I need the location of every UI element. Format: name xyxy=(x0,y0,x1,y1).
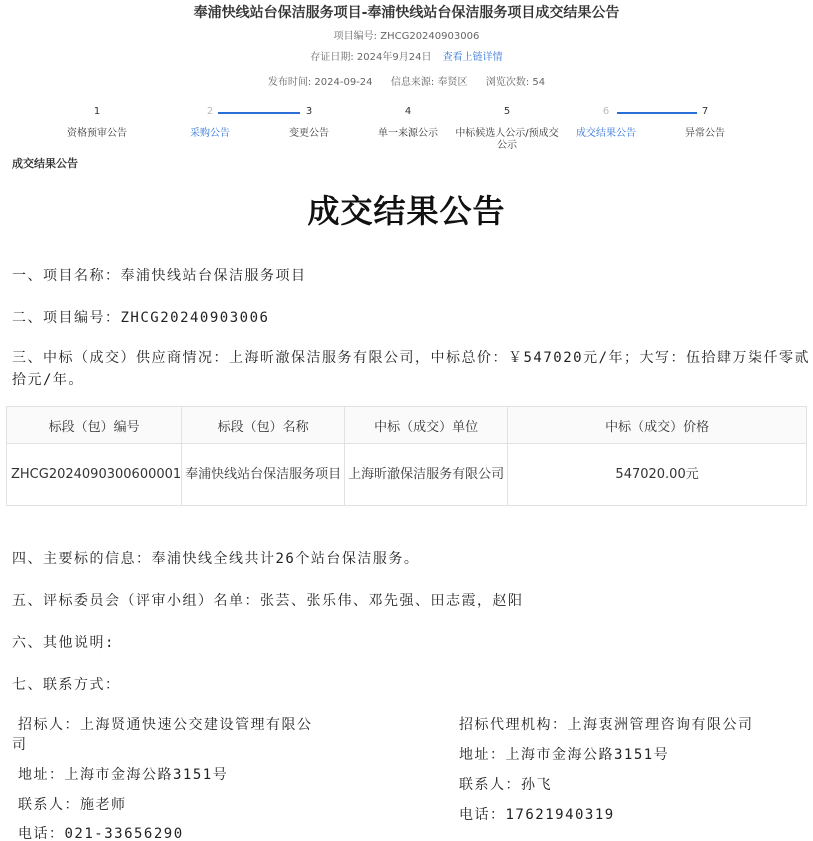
step-label: 变更公告 xyxy=(289,128,329,139)
deposit-date: 2024年9月24日 xyxy=(356,52,432,63)
buyer-phone: 电话：021-33656290 xyxy=(18,826,184,841)
col-header-price: 中标（成交）价格 xyxy=(508,407,807,444)
project-no-value: ZHCG20240903006 xyxy=(380,31,480,42)
item-project-name: 一、项目名称：奉浦快线站台保洁服务项目 xyxy=(12,268,307,284)
page-title: 奉浦快线站台保洁服务项目-奉浦快线站台保洁服务项目成交结果公告 xyxy=(193,5,620,21)
table-row xyxy=(7,444,807,506)
step-7[interactable] xyxy=(650,104,760,140)
item-committee: 五、评标委员会（评审小组）名单：张芸、张乐伟、邓先强、田志霞，赵阳 xyxy=(12,593,524,609)
item-contact: 七、联系方式： xyxy=(12,677,121,693)
item-subject-info: 四、主要标的信息：奉浦快线全线共计26个站台保洁服务。 xyxy=(12,551,420,567)
result-table xyxy=(6,406,807,506)
step-5[interactable] xyxy=(452,104,562,152)
source-value: 奉贤区 xyxy=(437,77,468,88)
step-number: 2 xyxy=(206,106,214,117)
item-other-notes: 六、其他说明: xyxy=(12,635,115,651)
step-4[interactable] xyxy=(353,104,463,140)
source-label: 信息来源: xyxy=(390,77,435,88)
deposit-label: 存证日期: xyxy=(310,52,354,63)
deposit-line xyxy=(0,48,813,63)
views-count: 54 xyxy=(532,77,546,88)
step-label: 资格预审公告 xyxy=(67,128,127,139)
step-number: 7 xyxy=(701,106,709,117)
buyer-line-1: 招标人：上海贤通快速公交建设管理有限公 xyxy=(18,717,313,733)
agency-contact-person: 联系人：孙飞 xyxy=(459,777,552,793)
item-supplier: 三、中标（成交）供应商情况：上海昕澈保洁服务有限公司，中标总价：￥547020元/年；大写：伍拾肆万柒仟零贰拾元/年。 xyxy=(12,350,810,388)
process-steps xyxy=(0,104,813,164)
agency-phone: 电话：17621940319 xyxy=(459,807,615,823)
cell-code: ZHCG2024090300600001 xyxy=(7,444,182,506)
col-header-code: 标段（包）编号 xyxy=(7,407,182,444)
table-header-row xyxy=(7,407,807,444)
publish-time: 2024-09-24 xyxy=(314,77,373,88)
section-heading: 成交结果公告 xyxy=(12,157,78,170)
step-3[interactable] xyxy=(254,104,364,140)
step-1[interactable] xyxy=(42,104,152,140)
step-number: 5 xyxy=(503,106,511,117)
step-2[interactable] xyxy=(155,104,265,140)
step-label: 单一来源公示 xyxy=(378,128,438,139)
step-number: 1 xyxy=(93,106,101,117)
col-header-name: 标段（包）名称 xyxy=(182,407,345,444)
chain-detail-link[interactable]: 查看上链详情 xyxy=(442,52,503,63)
step-number: 3 xyxy=(305,106,313,117)
agency-name: 招标代理机构：上海衷洲管理咨询有限公司 xyxy=(459,717,754,733)
buyer-address: 地址：上海市金海公路3151号 xyxy=(18,767,229,783)
step-label: 中标候选人公示/预成交公示 xyxy=(455,128,559,151)
step-label: 成交结果公告 xyxy=(576,128,636,139)
publish-label: 发布时间: xyxy=(267,77,312,88)
step-number: 4 xyxy=(404,106,412,117)
project-number-line xyxy=(0,27,813,42)
item-project-number: 二、项目编号：ZHCG20240903006 xyxy=(12,310,270,326)
cell-price: 547020.00元 xyxy=(508,444,807,506)
publish-info-line xyxy=(0,73,813,88)
project-no-label: 项目编号: xyxy=(333,31,378,42)
step-label: 异常公告 xyxy=(685,128,725,139)
agency-address: 地址：上海市金海公路3151号 xyxy=(459,747,670,763)
views-label: 浏览次数: xyxy=(485,77,530,88)
cell-name: 奉浦快线站台保洁服务项目 xyxy=(182,444,345,506)
step-label: 采购公告 xyxy=(190,128,230,139)
buyer-contact-person: 联系人：施老师 xyxy=(18,797,127,813)
step-number: 6 xyxy=(602,106,610,117)
col-header-unit: 中标（成交）单位 xyxy=(345,407,508,444)
document-title: 成交结果公告 xyxy=(307,192,506,230)
step-6[interactable] xyxy=(551,104,661,140)
buyer-line-2: 司 xyxy=(12,737,28,753)
cell-unit: 上海昕澈保洁服务有限公司 xyxy=(345,444,508,506)
